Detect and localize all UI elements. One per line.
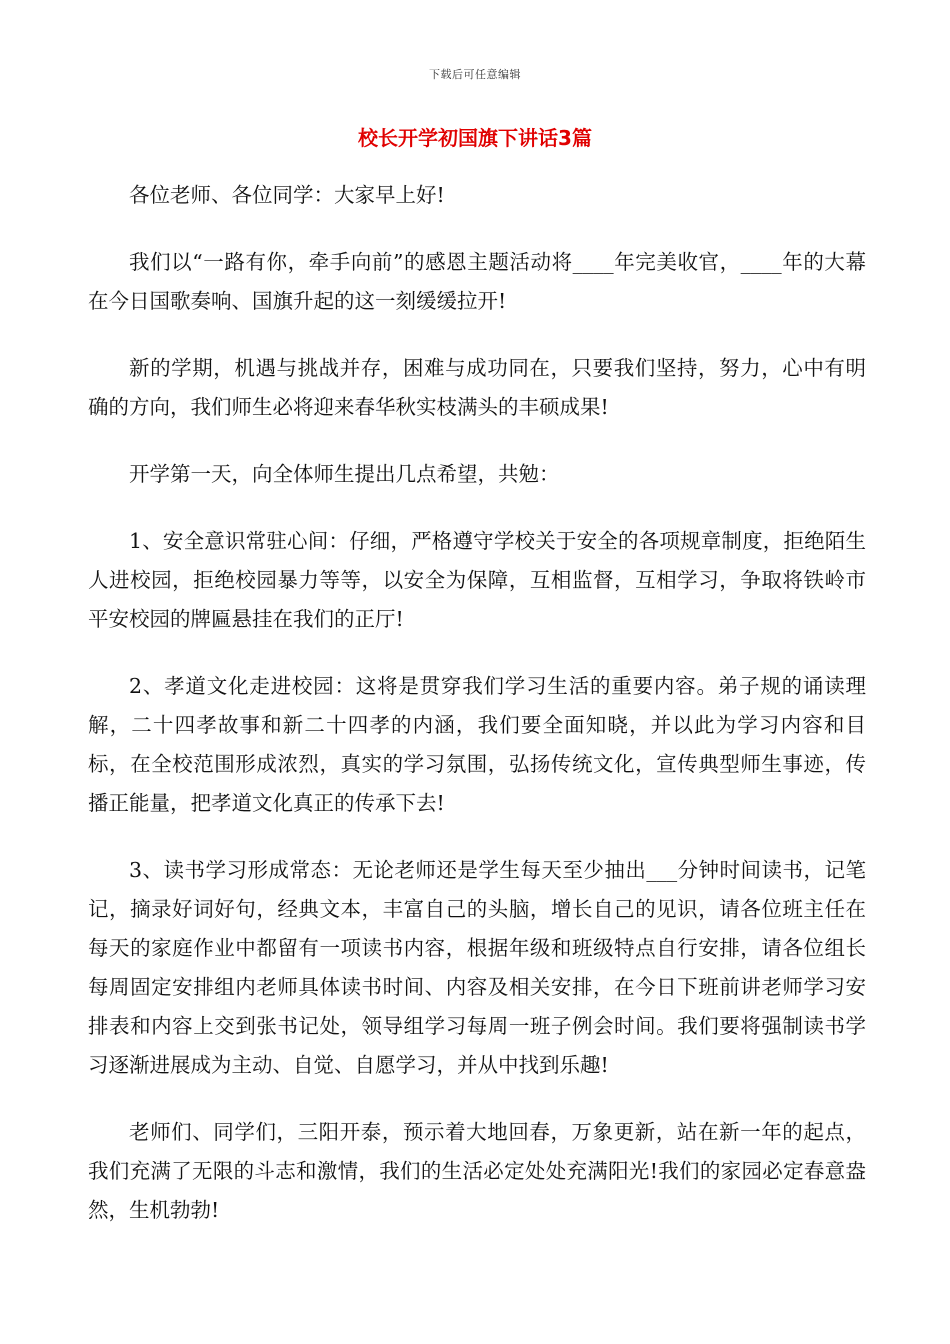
document-title: 校长开学初国旗下讲话3篇 [358, 126, 592, 150]
paragraph-reading: 3、读书学习形成常态：无论老师还是学生每天至少抽出___分钟时间读书，记笔记，摘录好词好句，经典文本，丰富自己的头脑，增长自己的见识，请各位班主任在每天的家庭作业中都留有一项读书内容，根据年级和班级特点自行安排，请各位组长每周固定安排组内老师具体读书时间、内容及相关安排，在今日下班前讲老师学习安排表和内容上交到张书记处，领导组学习每周一班子例会时间。我们要将强制读书学习逐渐进展成为主动、自觉、自愿学习，并从中找到乐趣! [88, 858, 866, 1077]
header-note: 下载后可任意编辑 [429, 68, 521, 81]
document-body [88, 176, 866, 1230]
paragraph-greeting: 各位老师、各位同学：大家早上好! [129, 183, 445, 207]
paragraph-new-semester: 新的学期，机遇与挑战并存，困难与成功同在，只要我们坚持，努力，心中有明确的方向，我们师生必将迎来春华秋实枝满头的丰硕成果! [88, 356, 866, 419]
paragraph-closing: 老师们、同学们，三阳开泰，预示着大地回春，万象更新，站在新一年的起点，我们充满了无限的斗志和激情，我们的生活必定处处充满阳光!我们的家园必定春意盎然，生机勃勃! [88, 1120, 866, 1222]
paragraph-safety: 1、安全意识常驻心间：仔细，严格遵守学校关于安全的各项规章制度，拒绝陌生人进校园，拒绝校园暴力等等，以安全为保障，互相监督，互相学习，争取将铁岭市平安校园的牌匾悬挂在我们的正厅! [88, 529, 866, 631]
paragraph-opening: 我们以“一路有你，牵手向前”的感恩主题活动将____年完美收官，____年的大幕在今日国歌奏响、国旗升起的这一刻缓缓拉开! [88, 250, 866, 313]
paragraph-filial-piety: 2、孝道文化走进校园：这将是贯穿我们学习生活的重要内容。弟子规的诵读理解，二十四孝故事和新二十四孝的内涵，我们要全面知晓，并以此为学习内容和目标，在全校范围形成浓烈，真实的学习氛围，弘扬传统文化，宣传典型师生事迹，传播正能量，把孝道文化真正的传承下去! [88, 674, 866, 815]
paragraph-hopes-intro: 开学第一天，向全体师生提出几点希望，共勉： [129, 462, 560, 486]
